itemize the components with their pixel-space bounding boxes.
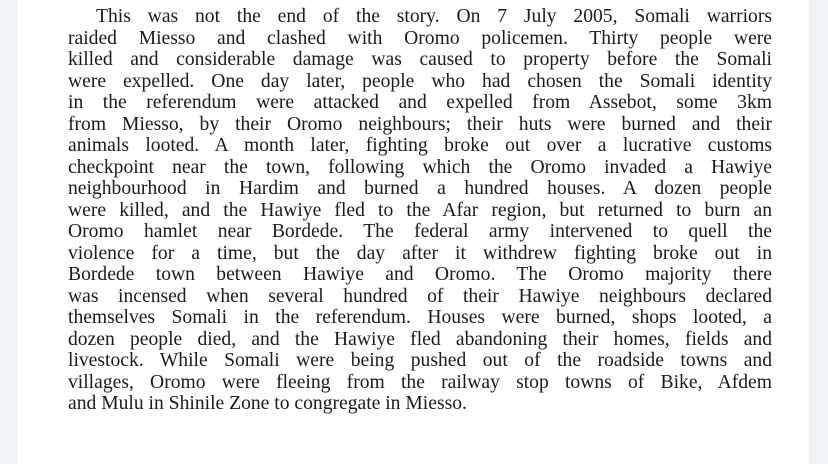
text-line: animals looted. A month later, fighting broke out over a lucrative customs	[68, 135, 772, 156]
text-line: This was not the end of the story. On 7 July 2005, Somali warriors	[96, 6, 772, 27]
text-line: were expelled. One day later, people who had chosen the Somali identity	[68, 70, 772, 92]
text-line: in the referendum were attacked and expelled from Assebot, some 3km	[68, 92, 772, 113]
text-line: raided Miesso and clashed with Oromo policemen. Thirty people were	[68, 27, 772, 49]
body-paragraph	[68, 6, 772, 415]
text-line: from Miesso, by their Oromo neighbours; their huts were burned and their	[68, 113, 772, 135]
document-page	[18, 0, 809, 464]
text-line: Oromo hamlet near Bordede. The federal army intervened to quell the	[68, 221, 772, 242]
text-line: were killed, and the Hawiye fled to the Afar region, but returned to burn an	[68, 199, 772, 221]
text-line: villages, Oromo were fleeing from the railway stop towns of Bike, Afdem	[68, 371, 772, 393]
text-line: was incensed when several hundred of their Hawiye neighbours declared	[68, 285, 772, 307]
text-line: livestock. While Somali were being pushed out of the roadside towns and	[68, 350, 772, 371]
text-line: dozen people died, and the Hawiye fled abandoning their homes, fields and	[68, 328, 772, 350]
text-line: and Mulu in Shinile Zone to congregate in Miesso.	[68, 393, 467, 414]
text-line: Bordede town between Hawiye and Oromo. The Oromo majority there	[68, 264, 772, 285]
text-line: killed and considerable damage was caused to property before the Somali	[68, 49, 772, 70]
text-line: checkpoint near the town, following which the Oromo invaded a Hawiye	[68, 156, 772, 178]
text-line: themselves Somali in the referendum. Houses were burned, shops looted, a	[68, 307, 772, 328]
text-line: neighbourhood in Hardim and burned a hundred houses. A dozen people	[68, 178, 772, 199]
text-line: violence for a time, but the day after it withdrew fighting broke out in	[68, 242, 772, 264]
